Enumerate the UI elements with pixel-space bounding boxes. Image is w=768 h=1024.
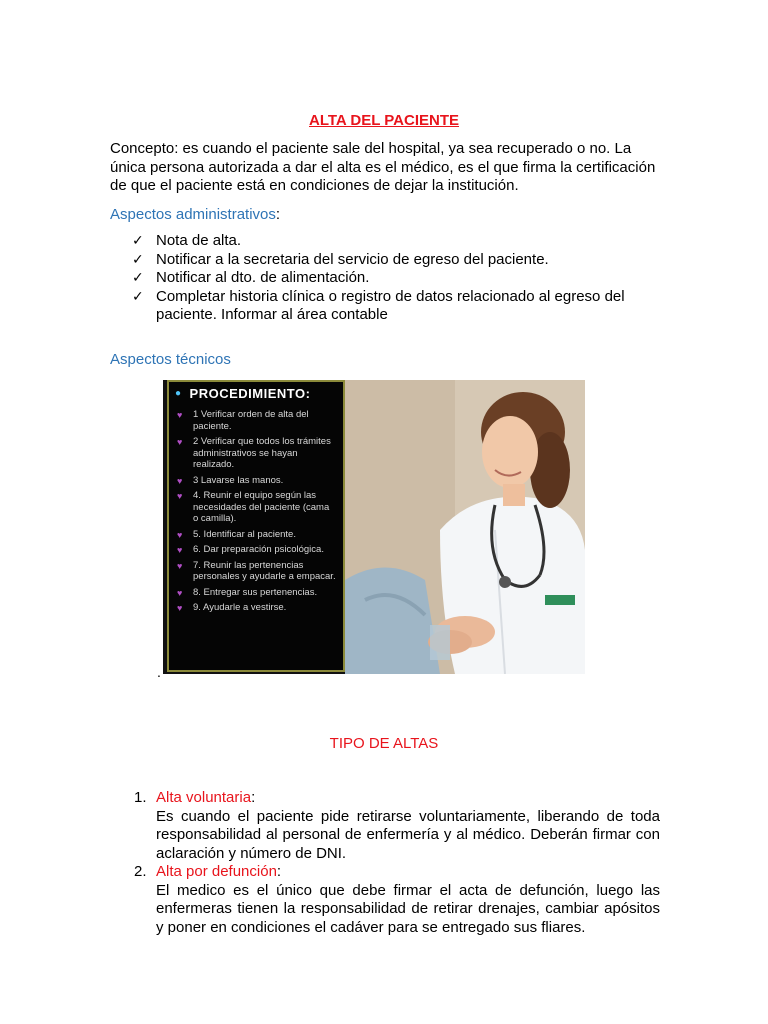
procedure-step xyxy=(175,587,337,599)
heart-bullet-icon: ♥ xyxy=(177,410,183,420)
procedure-step-text: 6. Dar preparación psicológica. xyxy=(193,544,324,555)
heart-bullet-icon: ♥ xyxy=(177,560,183,571)
procedure-step-text: 7. Reunir las pertenencias personales y ayudarle a empacar. xyxy=(193,559,336,582)
procedure-step xyxy=(175,475,337,487)
nurse-photo xyxy=(345,380,585,674)
procedure-step-text: 4. Reunir el equipo según las necesidades del paciente (cama o camilla). xyxy=(193,490,330,524)
check-icon: ✓ xyxy=(132,288,144,305)
procedure-figure xyxy=(163,380,585,674)
checklist-item xyxy=(132,288,672,325)
procedure-step-text: 9. Ayudarle a vestirse. xyxy=(193,602,287,613)
procedure-step xyxy=(175,602,337,614)
type-description: Es cuando el paciente pide retirarse voluntariamente, liberando de toda responsabilidad al personal de enfermería y al médico. Deberán firmar con aclaración y número de DNI. xyxy=(156,807,660,862)
checklist-item xyxy=(132,251,672,270)
admin-heading-colon: : xyxy=(275,206,281,223)
checklist-item-text: Nota de alta. xyxy=(156,232,242,249)
heart-bullet-icon: ♥ xyxy=(177,437,183,447)
type-colon: : xyxy=(251,789,256,806)
procedure-step-text: 1 Verificar orden de alta del paciente. xyxy=(193,409,309,432)
type-item xyxy=(110,863,660,937)
procedure-step-text: 3 Lavarse las manos. xyxy=(193,474,284,486)
round-bullet-icon: ● xyxy=(175,388,182,399)
procedure-step-text: 8. Entregar sus pertenencias. xyxy=(193,586,318,598)
nurse-illustration xyxy=(345,380,585,674)
checklist-item-text: Notificar a la secretaria del servicio de egreso del paciente. xyxy=(156,250,549,268)
heart-bullet-icon: ♥ xyxy=(177,475,183,486)
check-icon: ✓ xyxy=(132,270,144,286)
checklist-item-text: Completar historia clínica o registro de datos relacionado al egreso del paciente. Informar al área contable xyxy=(156,287,625,323)
page-title: ALTA DEL PACIENTE xyxy=(309,112,459,129)
checklist-item xyxy=(132,269,672,288)
concept-paragraph: Concepto: es cuando el paciente sale del hospital, ya sea recuperado o no. La única persona autorizada a dar el alta es el médico, es el que firma la certificación de que el paciente está en condiciones de dejar la institución. xyxy=(110,140,656,194)
trailing-dot: . xyxy=(157,664,161,680)
procedure-step xyxy=(175,490,337,525)
procedure-step-text: 2 Verificar que todos los trámites administrativos se hayan realizado. xyxy=(193,436,331,470)
type-number: 2. xyxy=(134,863,147,880)
procedure-panel xyxy=(167,380,345,672)
types-list xyxy=(110,789,660,937)
check-icon: ✓ xyxy=(132,233,144,249)
procedure-title-text: PROCEDIMIENTO: xyxy=(189,386,311,401)
type-number: 1. xyxy=(134,789,147,806)
heart-bullet-icon: ♥ xyxy=(177,545,183,555)
procedure-step xyxy=(175,409,337,432)
checklist-item xyxy=(132,232,672,251)
type-item xyxy=(110,789,660,863)
admin-checklist xyxy=(132,232,672,325)
checklist-item-text: Notificar al dto. de alimentación. xyxy=(156,269,370,286)
procedure-title xyxy=(175,386,337,401)
heart-bullet-icon: ♥ xyxy=(177,603,183,613)
type-name: Alta por defunción xyxy=(156,863,277,880)
procedure-step xyxy=(175,529,337,541)
procedure-step xyxy=(175,436,337,471)
types-heading: TIPO DE ALTAS xyxy=(329,735,439,752)
type-name: Alta voluntaria xyxy=(156,789,252,806)
procedure-step xyxy=(175,560,337,583)
procedure-steps xyxy=(175,409,337,614)
procedure-step-text: 5. Identificar al paciente. xyxy=(193,528,296,540)
type-colon: : xyxy=(276,863,282,880)
admin-heading xyxy=(110,206,280,223)
technical-heading: Aspectos técnicos xyxy=(110,351,231,368)
procedure-step xyxy=(175,544,337,556)
admin-heading-text: Aspectos administrativos xyxy=(110,206,276,223)
type-description: El medico es el único que debe firmar el acta de defunción, luego las enfermeras tienen la responsabilidad de retirar drenajes, cambiar apósitos y poner en condiciones el cadáver para se entregado sus fliares. xyxy=(156,881,660,936)
heart-bullet-icon: ♥ xyxy=(177,491,183,501)
check-icon: ✓ xyxy=(132,251,144,268)
heart-bullet-icon: ♥ xyxy=(177,529,183,540)
heart-bullet-icon: ♥ xyxy=(177,587,183,598)
